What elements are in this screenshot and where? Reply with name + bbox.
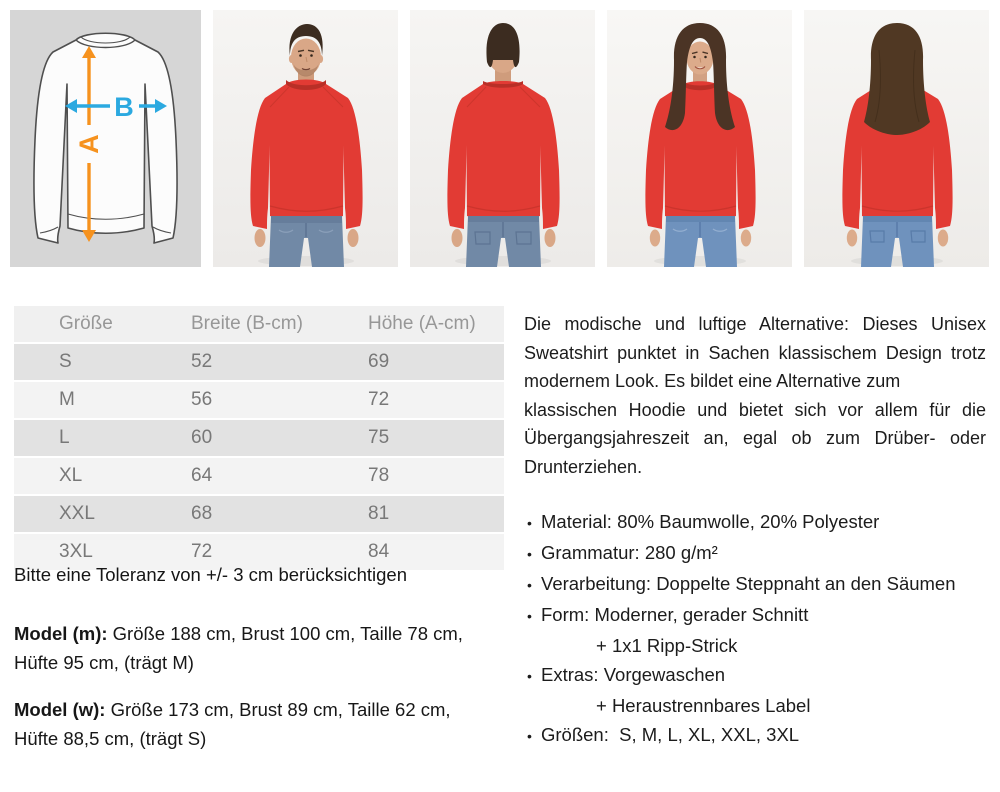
bullet-form (524, 600, 986, 631)
bullet-text: Material: 80% Baumwolle, 20% Polyester (541, 510, 880, 532)
bullet-form-sub (524, 631, 986, 660)
bullet-dot: • (527, 667, 532, 684)
bullet-text: Verarbeitung: Doppelte Steppnaht an den Säumen (541, 572, 956, 594)
column-header-hoehe: Höhe (A-cm) (367, 306, 504, 342)
description-paragraph (524, 310, 986, 482)
size-cell: XL (14, 458, 190, 494)
table-row-m (14, 382, 504, 418)
label-a: A (74, 134, 104, 154)
height-cell: 81 (367, 496, 504, 532)
bullet-grammatur (524, 538, 986, 569)
width-cell: 72 (190, 534, 367, 570)
bullet-verarbeitung (524, 569, 986, 600)
bullet-extras-sub (524, 691, 986, 720)
bullet-dot: • (527, 514, 532, 531)
description-line: Sweatshirt punktet in Sachen klassischem Design trotz (524, 342, 986, 363)
size-cell: L (14, 420, 190, 456)
tolerance-note: Bitte eine Toleranz von +/- 3 cm berücksichtigen (14, 564, 407, 585)
height-cell: 84 (367, 534, 504, 570)
description-line: modernem Look. Es bildet eine Alternative zum (524, 371, 901, 392)
width-cell: 60 (190, 420, 367, 456)
bullet-text: + 1x1 Ripp-Strick (596, 634, 738, 656)
height-cell: 75 (367, 420, 504, 456)
table-row-s (14, 344, 504, 380)
column-header-groesse: Größe (14, 306, 190, 342)
man-back-illustration (410, 10, 595, 267)
width-cell: 64 (190, 458, 367, 494)
photo-man-back (410, 10, 595, 267)
feature-bullet-list (524, 507, 986, 751)
table-row-l (14, 420, 504, 456)
photo-woman-back (804, 10, 989, 267)
width-cell: 68 (190, 496, 367, 532)
height-cell: 78 (367, 458, 504, 494)
column-header-breite: Breite (B-cm) (190, 306, 367, 342)
bullet-text: Form: Moderner, gerader Schnitt (541, 603, 809, 625)
size-cell: M (14, 382, 190, 418)
model-m-info (14, 620, 492, 677)
size-cell: S (14, 344, 190, 380)
size-diagram-image (10, 10, 201, 267)
woman-front-illustration (607, 10, 792, 267)
model-w-text: Größe 173 cm, Brust 89 cm, Taille 62 cm, Hüfte 88,5 cm, (trägt S) (14, 699, 451, 749)
width-cell: 56 (190, 382, 367, 418)
size-table (14, 304, 504, 572)
bullet-material (524, 507, 986, 538)
height-cell: 72 (367, 382, 504, 418)
bullet-extras (524, 660, 986, 691)
table-row-xl (14, 458, 504, 494)
bullet-text: Grammatur: 280 g/m² (541, 541, 718, 563)
bullet-dot: • (527, 607, 532, 624)
bullet-groessen (524, 720, 986, 751)
description-line: klassischen Hoodie und bietet sich vor allem für die (524, 399, 986, 420)
bullet-text: Größen: S, M, L, XL, XXL, 3XL (541, 723, 800, 745)
bullet-dot: • (527, 576, 532, 593)
photo-woman-front (607, 10, 792, 267)
model-m-text: Größe 188 cm, Brust 100 cm, Taille 78 cm, Hüfte 95 cm, (trägt M) (14, 623, 463, 673)
label-b: B (114, 92, 134, 122)
table-row-xxl (14, 496, 504, 532)
product-image-strip (10, 10, 989, 267)
woman-back-illustration (804, 10, 989, 267)
size-table-header-row (14, 306, 504, 342)
size-cell: XXL (14, 496, 190, 532)
height-cell: 69 (367, 344, 504, 380)
model-m-label: Model (m): (14, 623, 108, 644)
description-line: Die modische und luftige Alternative: Dieses Unisex (524, 314, 986, 334)
size-cell: 3XL (14, 534, 190, 570)
bullet-dot: • (527, 545, 532, 562)
bullet-text: Extras: Vorgewaschen (541, 663, 726, 685)
description-line: Drunterziehen. (524, 456, 643, 477)
man-front-illustration (213, 10, 398, 267)
bullet-dot: • (527, 727, 532, 744)
product-description (524, 310, 986, 751)
bullet-text: + Heraustrennbares Label (596, 694, 811, 716)
description-line: Übergangsjahreszeit an, egal ob zum Drüber- oder (524, 428, 986, 449)
width-cell: 52 (190, 344, 367, 380)
model-w-info (14, 696, 492, 753)
model-w-label: Model (w): (14, 699, 106, 720)
sweatshirt-outline-drawing (10, 10, 201, 267)
photo-man-front (213, 10, 398, 267)
